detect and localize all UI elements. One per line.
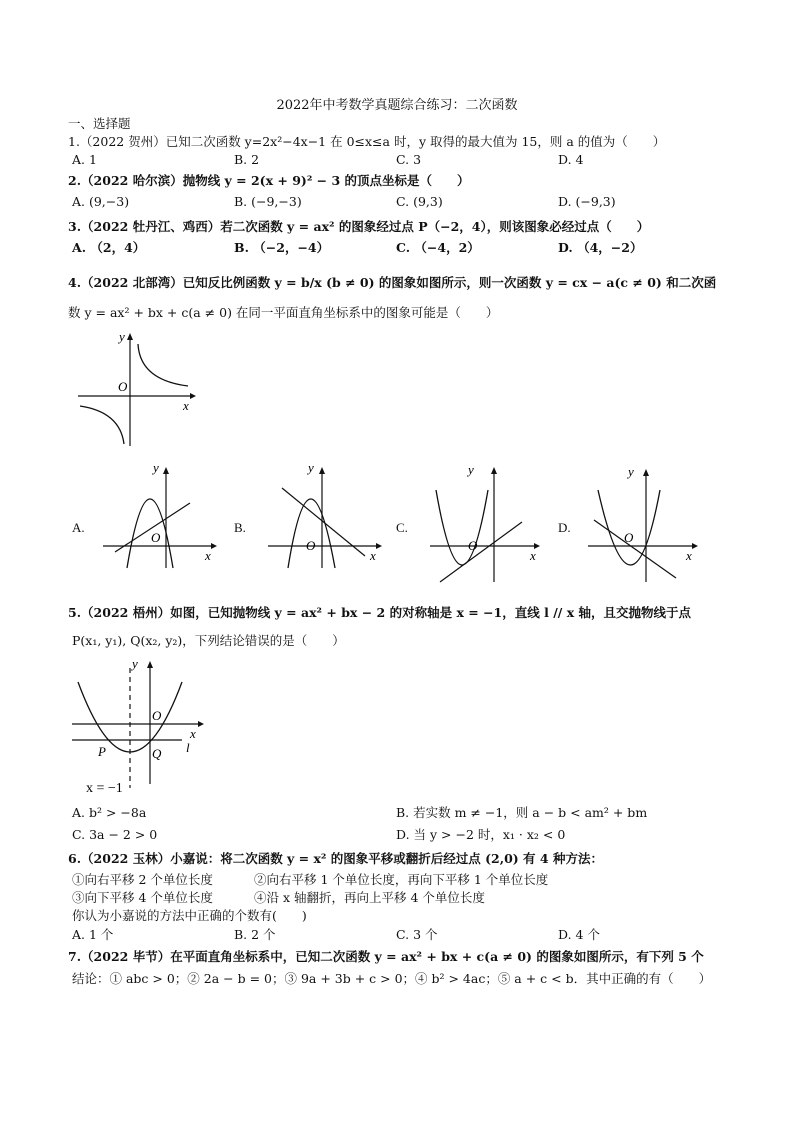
axis-label-x: x	[370, 548, 376, 563]
q2-option-a: A. (9,−3)	[72, 194, 130, 209]
q6-method-3: ③向下平移 4 个单位长度	[72, 890, 213, 905]
q5-option-d: D. 当 y > −2 时，x₁ · x₂ < 0	[396, 827, 566, 842]
q4-option-a-label: A.	[72, 520, 85, 535]
question-4-line-1: 4.（2022 北部湾）已知反比例函数 y = b/x (b ≠ 0) 的图象如图所示，则一次函数 y = cx − a(c ≠ 0) 和二次函	[68, 275, 717, 290]
axis-label-y: y	[153, 460, 159, 475]
q6-option-b: B. 2 个	[234, 927, 276, 942]
question-7-line-1: 7.（2022 毕节）在平面直角坐标系中，已知二次函数 y = ax² + bx + c(a ≠ 0) 的图象如图所示，有下列 5 个	[68, 949, 704, 964]
axis-label-o: O	[468, 538, 478, 553]
q4-option-c-graph	[422, 460, 547, 585]
symmetry-axis-label: x = −1	[86, 781, 123, 796]
axis-label-y: y	[628, 464, 634, 479]
q4-option-a-graph	[95, 460, 220, 570]
axis-label-x: x	[530, 548, 536, 563]
q6-question: 你认为小嘉说的方法中正确的个数有( )	[72, 908, 307, 923]
q6-method-2: ②向右平移 1 个单位长度，再向下平移 1 个单位长度	[254, 872, 549, 887]
axis-label-o: O	[151, 530, 161, 545]
axis-label-y: y	[308, 460, 314, 475]
axis-label-x: x	[190, 726, 196, 741]
axis-label-x: x	[686, 548, 692, 563]
question-6: 6.（2022 玉林）小嘉说：将二次函数 y = x² 的图象平移或翻折后经过点 (2,0) 有 4 种方法：	[68, 851, 603, 866]
q4-hyperbola-graph	[78, 328, 198, 448]
page-title: 2022年中考数学真题综合练习：二次函数	[276, 98, 518, 113]
axis-label-o: O	[624, 530, 634, 545]
q5-parabola-graph	[72, 652, 212, 800]
q6-option-c: C. 3 个	[396, 927, 438, 942]
q1-option-c: C. 3	[396, 152, 422, 167]
q2-option-c: C. (9,3)	[396, 194, 443, 209]
q4-option-b-graph	[260, 460, 385, 570]
q2-option-b: B. (−9,−3)	[234, 194, 302, 209]
question-5-line-2: P(x₁, y₁), Q(x₂, y₂)，下列结论错误的是（ ）	[72, 633, 345, 648]
q5-option-c: C. 3a − 2 > 0	[72, 827, 158, 842]
point-q-label: Q	[152, 746, 162, 761]
q6-method-1: ①向右平移 2 个单位长度	[72, 872, 213, 887]
axis-label-o: O	[152, 708, 162, 723]
q6-option-a: A. 1 个	[72, 927, 114, 942]
axis-label-x: x	[183, 398, 189, 413]
q3-option-d: D. （4，−2）	[558, 240, 643, 255]
q1-option-b: B. 2	[234, 152, 260, 167]
axis-label-y: y	[132, 656, 138, 671]
section-heading: 一、选择题	[68, 116, 131, 131]
axis-label-o: O	[306, 538, 316, 553]
q3-option-a: A. （2，4）	[72, 240, 146, 255]
q1-option-d: D. 4	[558, 152, 584, 167]
question-2: 2.（2022 哈尔滨）抛物线 y = 2(x + 9)² − 3 的顶点坐标是（ ）	[68, 173, 470, 188]
q3-option-b: B. （−2，−4）	[234, 240, 330, 255]
q6-method-4: ④沿 x 轴翻折，再向上平移 4 个单位长度	[254, 890, 485, 905]
question-3: 3.（2022 牡丹江、鸡西）若二次函数 y = ax² 的图象经过点 P（−2，4），则该图象必经过点（ ）	[68, 219, 650, 234]
question-5-line-1: 5.（2022 梧州）如图，已知抛物线 y = ax² + bx − 2 的对称轴是 x = −1，直线 l // x 轴，且交抛物线于点	[68, 605, 691, 620]
axis-label-o: O	[118, 379, 128, 394]
q5-option-a: A. b² > −8a	[72, 805, 147, 820]
q4-option-b-label: B.	[234, 520, 246, 535]
axis-label-y: y	[468, 462, 474, 477]
point-p-label: P	[98, 744, 106, 759]
q4-option-d-label: D.	[558, 520, 571, 535]
question-1: 1.（2022 贺州）已知二次函数 y=2x²−4x−1 在 0≤x≤a 时，y 取得的最大值为 15，则 a 的值为（ ）	[68, 134, 666, 149]
axis-label-x: x	[205, 548, 211, 563]
q2-option-d: D. (−9,3)	[558, 194, 616, 209]
q5-option-b: B. 若实数 m ≠ −1，则 a − b < am² + bm	[396, 805, 648, 820]
axis-label-y: y	[119, 329, 125, 344]
axis-label-l: l	[186, 740, 190, 755]
question-4-line-2: 数 y = ax² + bx + c(a ≠ 0) 在同一平面直角坐标系中的图象可能是（ ）	[68, 305, 499, 320]
q1-option-a: A. 1	[72, 152, 97, 167]
q6-option-d: D. 4 个	[558, 927, 600, 942]
question-7-line-2: 结论：① abc > 0；② 2a − b = 0；③ 9a + 3b + c > 0；④ b² > 4ac；⑤ a + c < b．其中正确的有（ ）	[72, 971, 712, 986]
q4-option-d-graph	[580, 460, 705, 585]
q3-option-c: C. （−4，2）	[396, 240, 480, 255]
q4-option-c-label: C.	[396, 520, 408, 535]
